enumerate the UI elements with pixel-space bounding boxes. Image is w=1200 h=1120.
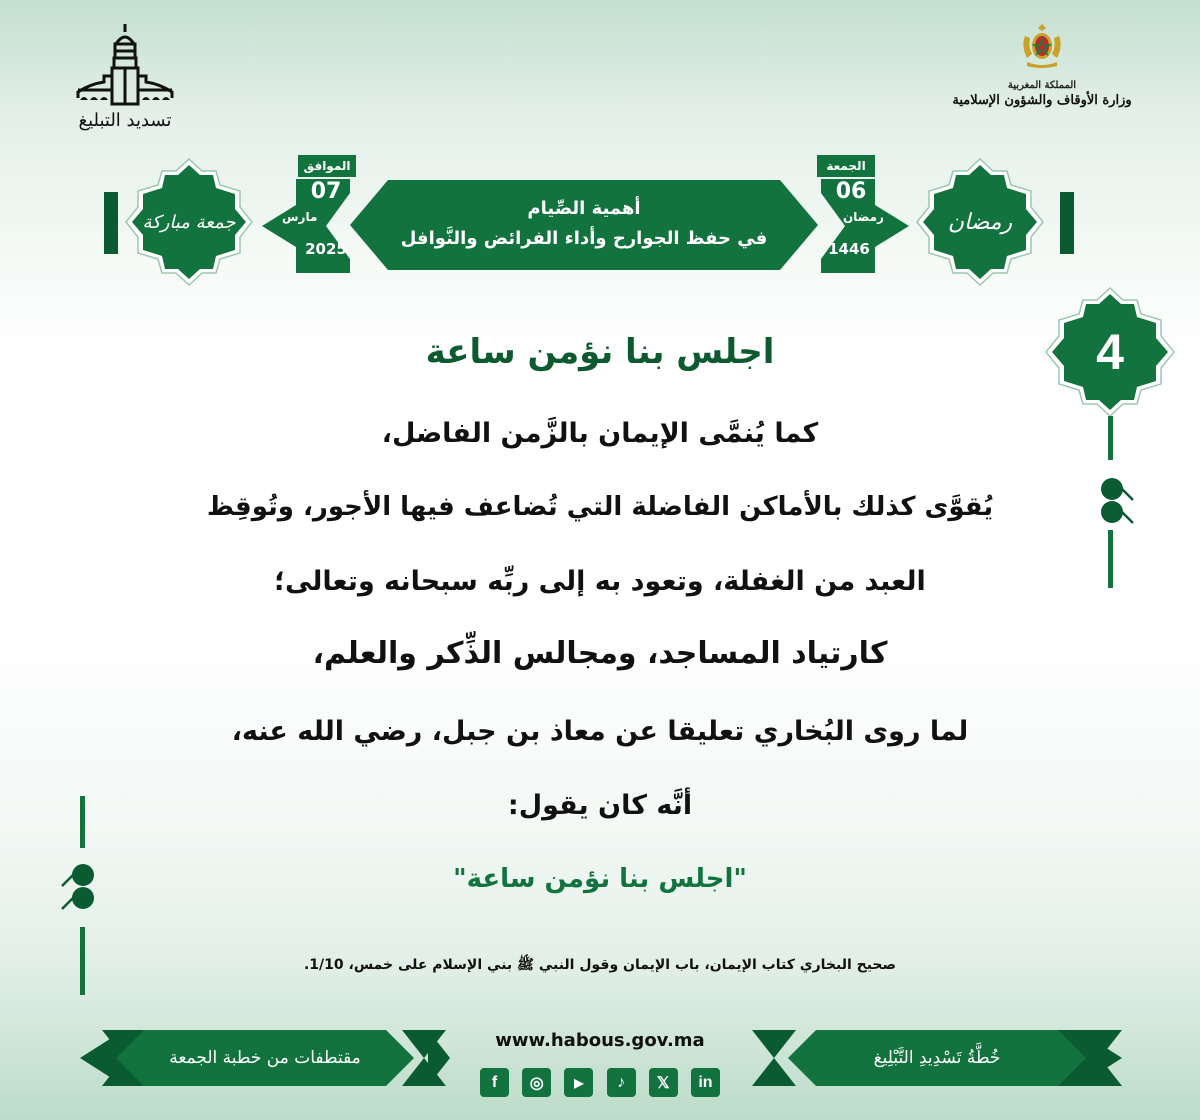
hadith-quote: "اجلس بنا نؤمن ساعة" bbox=[453, 864, 747, 894]
facebook-icon[interactable]: f bbox=[480, 1068, 509, 1097]
hijri-year: 1446 bbox=[828, 240, 870, 258]
ministry-name: وزارة الأوقاف والشؤون الإسلامية bbox=[952, 93, 1132, 108]
left-side-bar bbox=[104, 192, 118, 254]
body-line-1: كما يُنمَّى الإيمان بالزَّمن الفاضل، bbox=[381, 418, 819, 449]
hijri-day-label: الجمعة bbox=[817, 155, 875, 177]
right-side-bar bbox=[1060, 192, 1074, 254]
body-line-6: أنَّه كان يقول: bbox=[507, 790, 693, 821]
gregorian-date bbox=[284, 155, 364, 273]
kingdom-name: المملكة المغربية bbox=[1007, 80, 1077, 91]
instagram-icon[interactable]: ◎ bbox=[522, 1068, 551, 1097]
gregorian-year: 2025 bbox=[305, 240, 347, 258]
sermon-title-line2: في حفظ الجوارح وأداء الفرائض والنَّوافل bbox=[400, 228, 768, 249]
x-icon[interactable]: 𝕏 bbox=[649, 1068, 678, 1097]
ramadan-calligraphy: رمضان bbox=[947, 209, 1013, 235]
section-heading: اجلس بنا نؤمن ساعة bbox=[425, 332, 775, 372]
section-number: 4 bbox=[1096, 324, 1124, 380]
sermon-excerpts-label: مقتطفات من خطبة الجمعة bbox=[169, 1048, 361, 1068]
hijri-day: 06 bbox=[835, 179, 867, 204]
hijri-month: رمضان bbox=[843, 210, 884, 224]
social-links bbox=[480, 1068, 720, 1098]
youtube-icon[interactable]: ▶ bbox=[564, 1068, 593, 1097]
mosque-minaret-icon bbox=[70, 22, 180, 108]
hadith-reference: صحيح البخاري كتاب الإيمان، باب الإيمان وقول النبي ﷺ بني الإسلام على خمس، 1/10. bbox=[303, 957, 897, 973]
body-line-3: العبد من الغفلة، وتعود به إلى ربِّه سبحانه وتعالى؛ bbox=[274, 566, 926, 597]
body-line-4: كارتياد المساجد، ومجالس الذِّكر والعلم، bbox=[312, 636, 888, 671]
logo-title: تسديد التبليغ bbox=[78, 110, 172, 131]
sermon-title-banner bbox=[350, 180, 818, 270]
gregorian-day: 07 bbox=[310, 179, 342, 204]
body-line-5: لما روى البُخاري تعليقا عن معاذ بن جبل، رضي الله عنه، bbox=[231, 716, 969, 747]
tasdid-plan-label: خُطَّةُ تَسْدِيدِ التَّبْلِيغ bbox=[873, 1048, 1001, 1068]
jumua-mubaraka-medallion bbox=[124, 157, 254, 287]
sermon-title-line1: أهمية الصِّيام bbox=[527, 198, 641, 219]
website-url[interactable]: www.habous.gov.ma bbox=[495, 1030, 705, 1051]
tiktok-icon[interactable]: ♪ bbox=[607, 1068, 636, 1097]
tasdid-plan-ribbon bbox=[752, 1030, 1122, 1086]
gregorian-day-label: الموافق bbox=[298, 155, 356, 177]
sermon-excerpts-ribbon bbox=[80, 1030, 450, 1086]
linkedin-icon[interactable]: in bbox=[691, 1068, 720, 1097]
ministry-logo bbox=[932, 22, 1152, 108]
jumua-mubaraka-calligraphy: جمعة مباركة bbox=[142, 211, 236, 233]
body-line-2: يُقوَّى كذلك بالأماكن الفاضلة التي تُضاعف فيها الأجور، وتُوقِظ bbox=[206, 492, 994, 522]
tasdid-tabligh-logo bbox=[60, 22, 190, 140]
ramadan-medallion bbox=[915, 157, 1045, 287]
gregorian-month: مارس bbox=[282, 210, 318, 224]
moroccan-coat-of-arms-icon bbox=[1019, 22, 1065, 68]
